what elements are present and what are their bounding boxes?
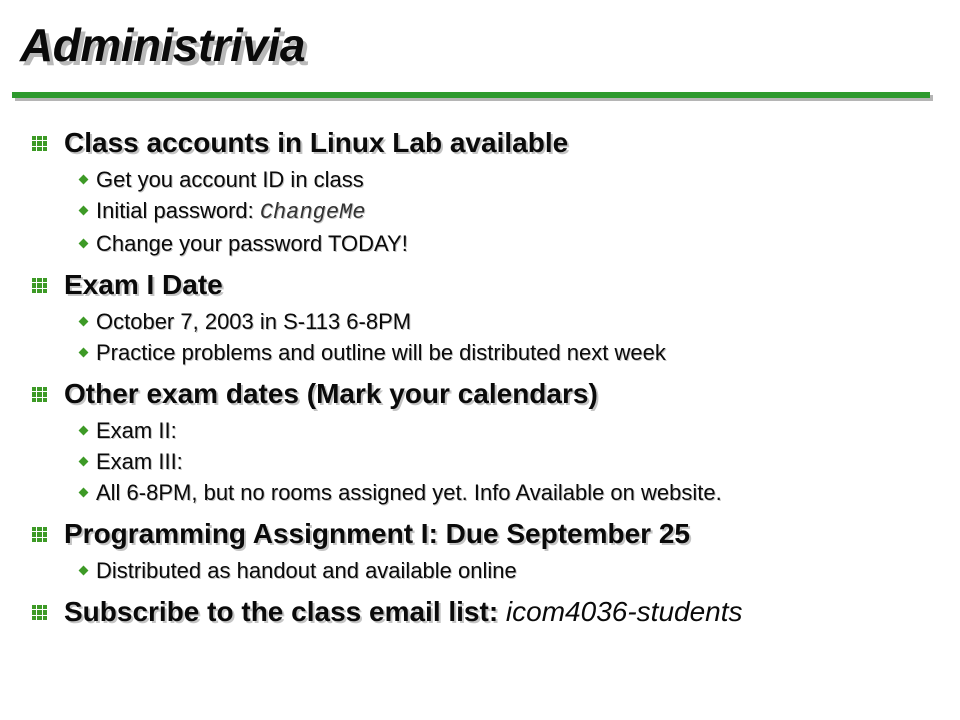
diamond-bullet-icon [79,566,89,576]
sub-bullet-text: Distributed as handout and available online [96,558,517,583]
bullet-text: Class accounts in Linux Lab available [64,127,569,158]
sub-bullet-item [28,446,933,477]
bullet-text: Subscribe to the class email list: [64,596,499,627]
diamond-bullet-icon [79,348,89,358]
square-bullet-icon [32,605,47,620]
email-list-name: icom4036-students [498,596,743,627]
title-divider [12,92,930,98]
diamond-bullet-icon [79,488,89,498]
bullet-item-programming-assignment [28,513,933,555]
sub-bullet-text: Exam II: [96,418,177,443]
bullet-item-other-exams [28,373,933,415]
sub-bullet-item [28,555,933,586]
sub-bullet-text: Change your password TODAY! [96,231,408,256]
bullet-list [28,122,933,633]
bullet-item-exam-date [28,264,933,306]
square-bullet-icon [32,278,47,293]
square-bullet-icon [32,527,47,542]
bullet-item-class-accounts [28,122,933,164]
square-bullet-icon [32,136,47,151]
bullet-text: Other exam dates (Mark your calendars) [64,378,598,409]
diamond-bullet-icon [79,457,89,467]
diamond-bullet-icon [79,175,89,185]
bullet-text: Programming Assignment I: Due September 25 [64,518,690,549]
sub-bullet-item [28,415,933,446]
sub-bullet-item [28,337,933,368]
diamond-bullet-icon [79,239,89,249]
sub-bullet-item [28,228,933,259]
diamond-bullet-icon [79,206,89,216]
sub-bullet-text: October 7, 2003 in S-113 6-8PM [96,309,412,334]
sub-bullet-text: All 6-8PM, but no rooms assigned yet. Info Available on website. [96,480,722,505]
square-bullet-icon [32,387,47,402]
sub-bullet-text: Exam III: [96,449,183,474]
sub-bullet-item [28,195,933,228]
bullet-text: Exam I Date [64,269,223,300]
sub-bullet-item [28,477,933,508]
diamond-bullet-icon [79,317,89,327]
bullet-item-email-list [28,591,933,633]
slide-title: Administrivia [20,19,305,71]
diamond-bullet-icon [79,426,89,436]
sub-bullet-text: Initial password: [96,198,260,223]
password-code: ChangeMe [259,200,366,225]
sub-bullet-text: Get you account ID in class [96,167,364,192]
sub-bullet-item [28,306,933,337]
sub-bullet-text: Practice problems and outline will be distributed next week [96,340,666,365]
sub-bullet-item [28,164,933,195]
